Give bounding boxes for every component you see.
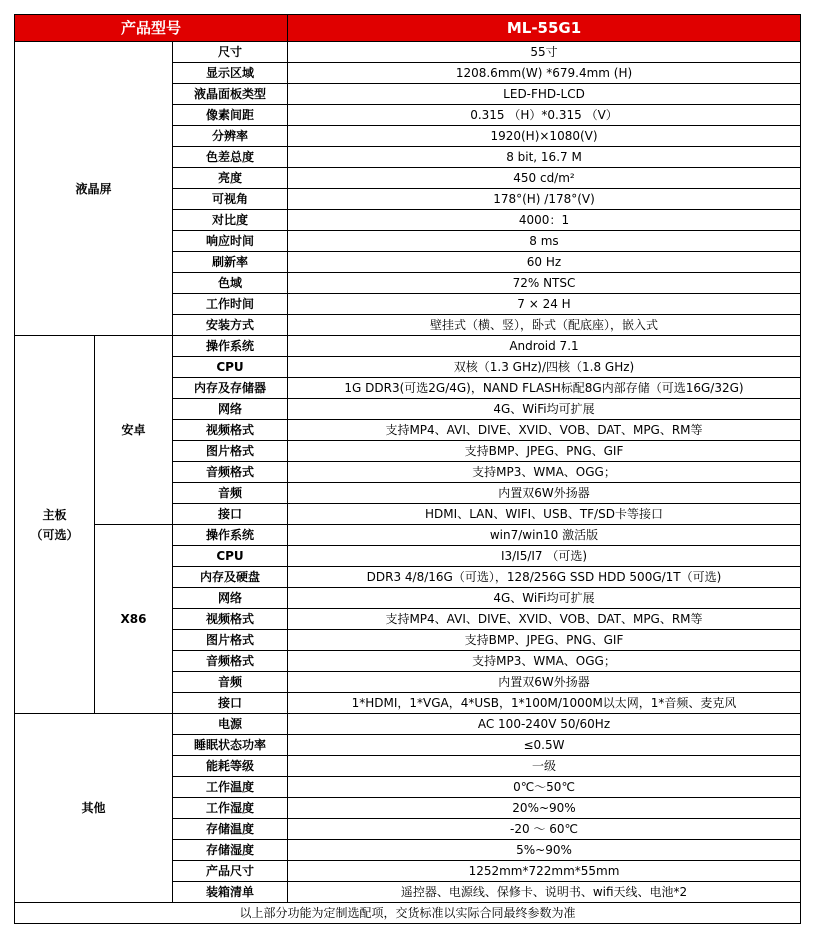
spec-value: 1G DDR3(可选2G/4G)，NAND FLASH标配8G内部存储（可选16G/32G) bbox=[288, 378, 801, 399]
spec-label: 操作系统 bbox=[173, 336, 288, 357]
spec-label: 尺寸 bbox=[173, 42, 288, 63]
spec-label: 装箱清单 bbox=[173, 882, 288, 903]
spec-value: 4000：1 bbox=[288, 210, 801, 231]
section-title-board-line2: （可选） bbox=[30, 527, 79, 542]
spec-label: 音频格式 bbox=[173, 462, 288, 483]
subsection-title-x86: X86 bbox=[95, 525, 173, 714]
model-label: 产品型号 bbox=[15, 15, 288, 42]
spec-value: 1208.6mm(W) *679.4mm (H) bbox=[288, 63, 801, 84]
spec-value: 5%~90% bbox=[288, 840, 801, 861]
spec-value: 8 ms bbox=[288, 231, 801, 252]
spec-value: 内置双6W外扬器 bbox=[288, 483, 801, 504]
spec-label: 可视角 bbox=[173, 189, 288, 210]
spec-label: 视频格式 bbox=[173, 609, 288, 630]
spec-label: 音频格式 bbox=[173, 651, 288, 672]
spec-label: 色差总度 bbox=[173, 147, 288, 168]
model-value: ML-55G1 bbox=[288, 15, 801, 42]
spec-label: 液晶面板类型 bbox=[173, 84, 288, 105]
spec-value: HDMI、LAN、WIFI、USB、TF/SD卡等接口 bbox=[288, 504, 801, 525]
spec-value: 支持BMP、JPEG、PNG、GIF bbox=[288, 630, 801, 651]
spec-value: 7 × 24 H bbox=[288, 294, 801, 315]
spec-value: 0℃～50℃ bbox=[288, 777, 801, 798]
spec-value: -20 ～ 60℃ bbox=[288, 819, 801, 840]
spec-value: 支持BMP、JPEG、PNG、GIF bbox=[288, 441, 801, 462]
spec-label: 显示区域 bbox=[173, 63, 288, 84]
spec-label: 内存及存储器 bbox=[173, 378, 288, 399]
spec-label: CPU bbox=[173, 546, 288, 567]
spec-label: 音频 bbox=[173, 483, 288, 504]
spec-label: 网络 bbox=[173, 399, 288, 420]
spec-value: 1920(H)×1080(V) bbox=[288, 126, 801, 147]
spec-label: 网络 bbox=[173, 588, 288, 609]
spec-label: CPU bbox=[173, 357, 288, 378]
spec-value: 60 Hz bbox=[288, 252, 801, 273]
section-title-lcd: 液晶屏 bbox=[15, 42, 173, 336]
footer-row bbox=[15, 903, 801, 924]
spec-label: 工作时间 bbox=[173, 294, 288, 315]
spec-label: 亮度 bbox=[173, 168, 288, 189]
spec-label: 工作湿度 bbox=[173, 798, 288, 819]
section-title-board bbox=[15, 336, 95, 714]
spec-row bbox=[15, 336, 801, 357]
spec-value: 支持MP4、AVI、DIVE、XVID、VOB、DAT、MPG、RM等 bbox=[288, 420, 801, 441]
spec-label: 对比度 bbox=[173, 210, 288, 231]
spec-value: Android 7.1 bbox=[288, 336, 801, 357]
spec-value: 支持MP3、WMA、OGG； bbox=[288, 462, 801, 483]
footer-note: 以上部分功能为定制选配项，交货标准以实际合同最终参数为准 bbox=[15, 903, 801, 924]
subsection-title-android: 安卓 bbox=[95, 336, 173, 525]
section-title-other: 其他 bbox=[15, 714, 173, 903]
spec-value: DDR3 4/8/16G（可选），128/256G SSD HDD 500G/1T（可选) bbox=[288, 567, 801, 588]
spec-value: 1252mm*722mm*55mm bbox=[288, 861, 801, 882]
spec-label: 响应时间 bbox=[173, 231, 288, 252]
spec-label: 睡眠状态功率 bbox=[173, 735, 288, 756]
spec-label: 产品尺寸 bbox=[173, 861, 288, 882]
spec-label: 电源 bbox=[173, 714, 288, 735]
spec-value: 双核（1.3 GHz)/四核（1.8 GHz) bbox=[288, 357, 801, 378]
spec-label: 工作温度 bbox=[173, 777, 288, 798]
spec-label: 刷新率 bbox=[173, 252, 288, 273]
spec-value: win7/win10 激活版 bbox=[288, 525, 801, 546]
spec-value: 20%~90% bbox=[288, 798, 801, 819]
spec-row bbox=[15, 525, 801, 546]
spec-label: 图片格式 bbox=[173, 630, 288, 651]
spec-value: 内置双6W外扬器 bbox=[288, 672, 801, 693]
spec-value: 壁挂式（横、竖），卧式（配底座），嵌入式 bbox=[288, 315, 801, 336]
spec-value: 178°(H) /178°(V) bbox=[288, 189, 801, 210]
spec-label: 音频 bbox=[173, 672, 288, 693]
spec-label: 图片格式 bbox=[173, 441, 288, 462]
spec-label: 内存及硬盘 bbox=[173, 567, 288, 588]
spec-value: 72% NTSC bbox=[288, 273, 801, 294]
spec-label: 像素间距 bbox=[173, 105, 288, 126]
spec-label: 分辨率 bbox=[173, 126, 288, 147]
spec-value: 一级 bbox=[288, 756, 801, 777]
spec-label: 接口 bbox=[173, 693, 288, 714]
spec-label: 存储湿度 bbox=[173, 840, 288, 861]
spec-label: 视频格式 bbox=[173, 420, 288, 441]
spec-value: LED-FHD-LCD bbox=[288, 84, 801, 105]
spec-value: 支持MP3、WMA、OGG； bbox=[288, 651, 801, 672]
spec-value: I3/I5/I7 （可选) bbox=[288, 546, 801, 567]
spec-row bbox=[15, 42, 801, 63]
spec-label: 能耗等级 bbox=[173, 756, 288, 777]
spec-value: 1*HDMI，1*VGA，4*USB，1*100M/1000M以太网，1*音频、麦克风 bbox=[288, 693, 801, 714]
spec-label: 色域 bbox=[173, 273, 288, 294]
spec-value: 遥控器、电源线、保修卡、说明书、wifi天线、电池*2 bbox=[288, 882, 801, 903]
spec-value: AC 100-240V 50/60Hz bbox=[288, 714, 801, 735]
spec-label: 接口 bbox=[173, 504, 288, 525]
spec-label: 安装方式 bbox=[173, 315, 288, 336]
section-title-board-line1: 主板 bbox=[42, 507, 67, 522]
spec-label: 存储温度 bbox=[173, 819, 288, 840]
spec-row bbox=[15, 714, 801, 735]
spec-value: 4G、WiFi均可扩展 bbox=[288, 588, 801, 609]
spec-value: ≤0.5W bbox=[288, 735, 801, 756]
spec-value: 55寸 bbox=[288, 42, 801, 63]
spec-value: 支持MP4、AVI、DIVE、XVID、VOB、DAT、MPG、RM等 bbox=[288, 609, 801, 630]
spec-table bbox=[14, 14, 801, 924]
spec-value: 450 cd/m² bbox=[288, 168, 801, 189]
spec-value: 0.315 （H）*0.315 （V） bbox=[288, 105, 801, 126]
spec-label: 操作系统 bbox=[173, 525, 288, 546]
header-row bbox=[15, 15, 801, 42]
spec-value: 4G、WiFi均可扩展 bbox=[288, 399, 801, 420]
spec-value: 8 bit, 16.7 M bbox=[288, 147, 801, 168]
